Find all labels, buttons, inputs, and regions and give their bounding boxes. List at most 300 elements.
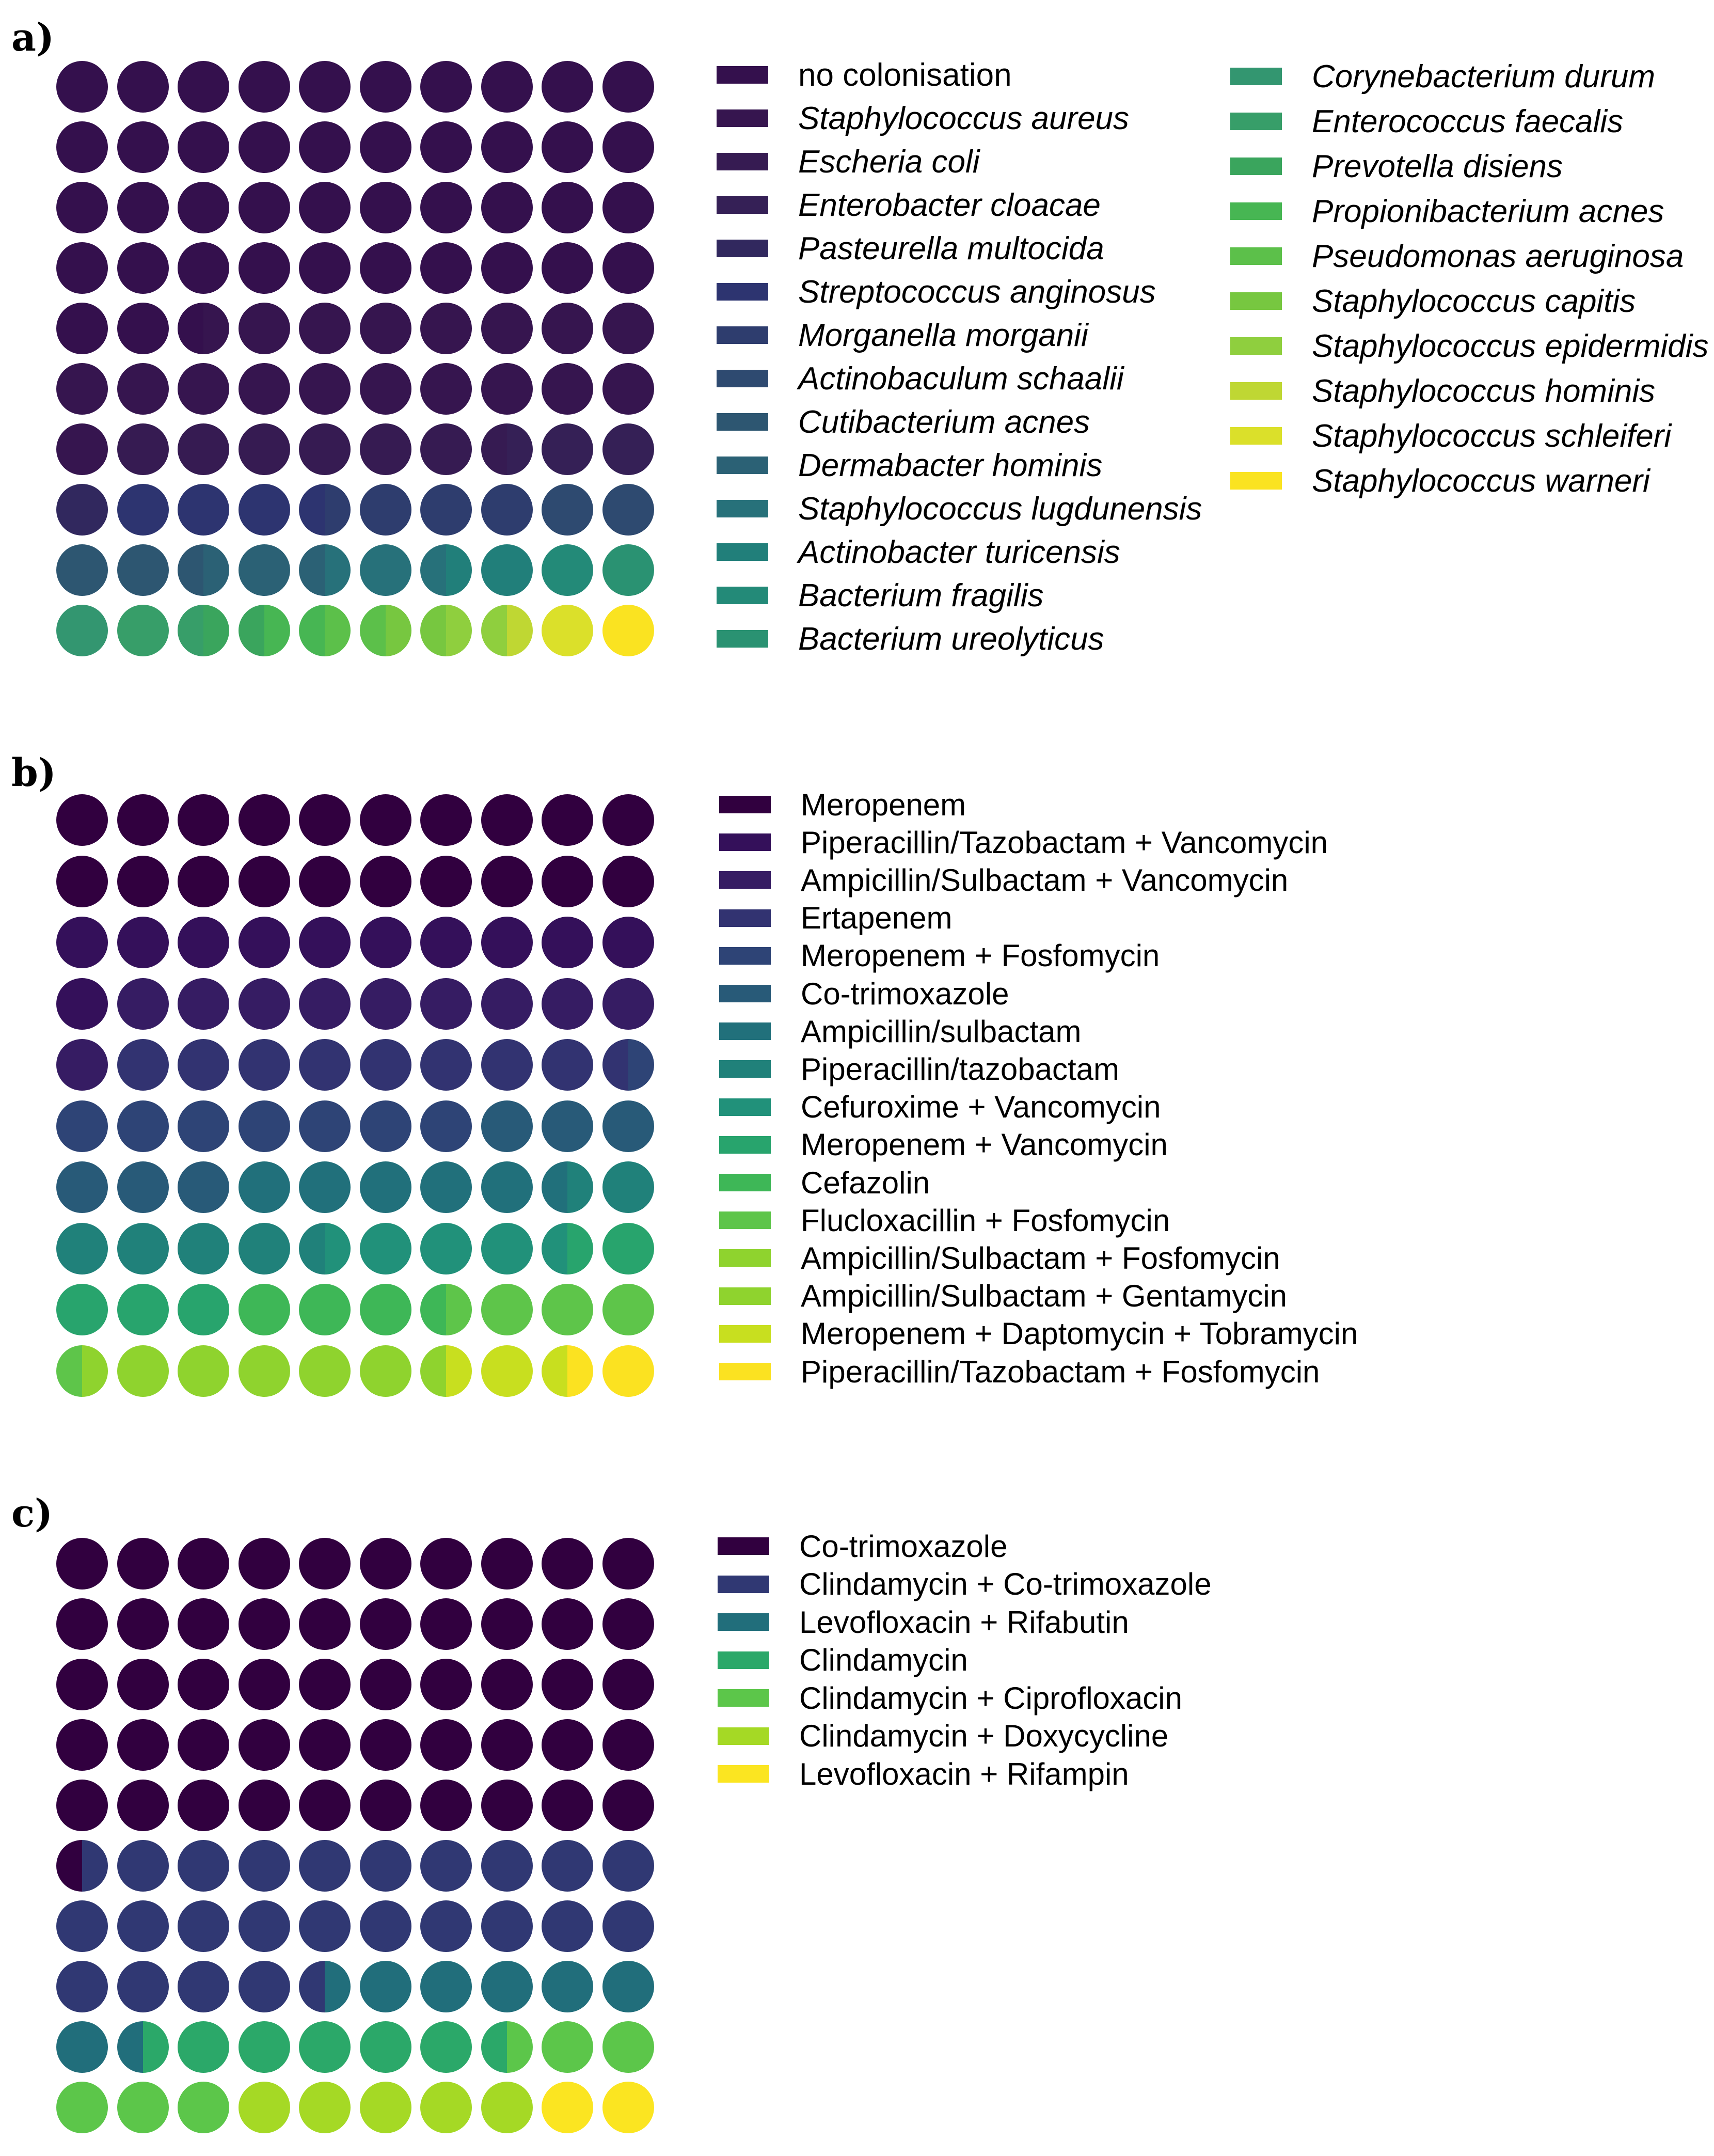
- waffle-cell-half: [542, 1161, 567, 1213]
- waffle-cell: [420, 1659, 472, 1710]
- legend-swatch: [719, 1174, 771, 1191]
- legend-label: Actinobaculum schaalii: [798, 360, 1124, 397]
- legend-swatch: [719, 1060, 771, 1078]
- waffle-cell: [602, 1223, 654, 1274]
- waffle-cell: [299, 2082, 351, 2133]
- waffle-cell: [602, 1538, 654, 1590]
- waffle-cell: [602, 1345, 654, 1397]
- legend-item: [1230, 239, 1684, 273]
- legend-item: [719, 1241, 1280, 1275]
- waffle-cell: [178, 917, 229, 968]
- waffle-cell: [117, 423, 169, 475]
- waffle-cell: [420, 605, 472, 656]
- legend-item: [717, 318, 1088, 352]
- legend-label: Staphylococcus hominis: [1312, 373, 1656, 409]
- waffle-cell: [481, 1900, 533, 1952]
- waffle-cell-half: [420, 605, 446, 656]
- waffle-cell-half: [299, 1961, 325, 2012]
- waffle-cell: [602, 1039, 654, 1091]
- legend-swatch: [1230, 337, 1282, 355]
- waffle-cell: [481, 1719, 533, 1771]
- waffle-cell: [420, 794, 472, 846]
- legend-label: Staphylococcus capitis: [1312, 283, 1636, 319]
- waffle-cell: [360, 1161, 411, 1213]
- waffle-cell: [299, 917, 351, 968]
- waffle-cell: [117, 917, 169, 968]
- waffle-cell: [481, 544, 533, 596]
- waffle-cell-half: [117, 2021, 143, 2073]
- waffle-cell: [178, 182, 229, 233]
- waffle-cell: [239, 1039, 290, 1091]
- waffle-cell: [239, 61, 290, 113]
- waffle-cell: [602, 917, 654, 968]
- legend-swatch: [1230, 292, 1282, 310]
- legend-item: [719, 1355, 1320, 1389]
- legend-label: Enterococcus faecalis: [1312, 103, 1624, 139]
- legend-item: [717, 535, 1120, 569]
- waffle-cell: [481, 978, 533, 1030]
- waffle-cell-half: [299, 544, 325, 596]
- waffle-cell: [56, 423, 108, 475]
- waffle-cell: [178, 2021, 229, 2073]
- waffle-cell: [542, 1039, 593, 1091]
- legend-item: [1230, 284, 1636, 318]
- waffle-cell: [481, 61, 533, 113]
- waffle-cell: [542, 856, 593, 907]
- waffle-cell: [117, 1961, 169, 2012]
- waffle-cell: [481, 1284, 533, 1335]
- waffle-cell: [360, 61, 411, 113]
- waffle-cell: [360, 794, 411, 846]
- waffle-cell: [542, 978, 593, 1030]
- waffle-cell: [299, 484, 351, 536]
- legend-swatch: [1230, 202, 1282, 220]
- legend-item: [717, 361, 1124, 396]
- legend-item: [718, 1605, 1129, 1639]
- legend-item: [1230, 419, 1671, 453]
- waffle-cell: [360, 2082, 411, 2133]
- legend-swatch: [718, 1537, 769, 1555]
- waffle-cell: [117, 484, 169, 536]
- legend-swatch: [718, 1765, 769, 1783]
- waffle-cell: [56, 1719, 108, 1771]
- waffle-cell: [178, 1100, 229, 1152]
- legend-item: [718, 1643, 968, 1677]
- waffle-cell: [56, 363, 108, 415]
- legend-swatch: [717, 283, 768, 301]
- panel-label-b: b): [11, 751, 56, 795]
- legend-item: [717, 448, 1102, 482]
- waffle-cell: [178, 2082, 229, 2133]
- legend-label: Staphylococcus lugdunensis: [798, 491, 1202, 527]
- waffle-cell: [178, 1659, 229, 1710]
- waffle-cell: [239, 1284, 290, 1335]
- waffle-cell: [360, 1719, 411, 1771]
- waffle-cell: [56, 1161, 108, 1213]
- waffle-cell-half: [507, 605, 533, 656]
- waffle-cell-half: [446, 1284, 472, 1335]
- waffle-cell: [542, 61, 593, 113]
- legend-item: [719, 788, 966, 822]
- waffle-cell: [602, 794, 654, 846]
- waffle-cell: [602, 605, 654, 656]
- legend-label: Meropenem + Fosfomycin: [801, 938, 1160, 973]
- waffle-cell: [56, 1780, 108, 1831]
- legend-item: [718, 1719, 1168, 1753]
- waffle-cell: [602, 1598, 654, 1650]
- panel-label-a: a): [11, 15, 54, 60]
- waffle-cell: [602, 182, 654, 233]
- waffle-cell: [56, 1659, 108, 1710]
- legend-item: [718, 1529, 1007, 1563]
- legend-item: [717, 578, 1043, 612]
- legend-label: Ampicillin/Sulbactam + Fosfomycin: [801, 1240, 1280, 1276]
- waffle-cell: [420, 544, 472, 596]
- legend-swatch: [717, 370, 768, 387]
- legend-label: Enterobacter cloacae: [798, 187, 1101, 223]
- waffle-cell: [542, 794, 593, 846]
- legend-swatch: [719, 1287, 771, 1305]
- waffle-cell-half: [446, 1345, 472, 1397]
- legend-swatch: [719, 1098, 771, 1116]
- waffle-cell: [360, 1100, 411, 1152]
- waffle-cell: [117, 1345, 169, 1397]
- waffle-cell-half: [420, 544, 446, 596]
- waffle-cell: [178, 978, 229, 1030]
- waffle-cell: [602, 121, 654, 173]
- waffle-cell: [542, 363, 593, 415]
- legend-label: Flucloxacillin + Fosfomycin: [801, 1203, 1170, 1238]
- waffle-cell: [360, 544, 411, 596]
- waffle-cell: [117, 1659, 169, 1710]
- waffle-cell: [420, 917, 472, 968]
- waffle-cell: [602, 2021, 654, 2073]
- waffle-cell: [602, 1100, 654, 1152]
- waffle-cell: [178, 856, 229, 907]
- waffle-cell: [299, 794, 351, 846]
- waffle-cell: [481, 856, 533, 907]
- waffle-cell-half: [325, 544, 351, 596]
- waffle-cell: [239, 605, 290, 656]
- waffle-cell-half: [507, 2021, 533, 2073]
- legend-label: Clindamycin + Doxycycline: [799, 1719, 1169, 1753]
- waffle-cell: [117, 856, 169, 907]
- waffle-cell: [239, 917, 290, 968]
- waffle-cell: [542, 1659, 593, 1710]
- waffle-cell: [360, 1659, 411, 1710]
- waffle-cell: [117, 1598, 169, 1650]
- waffle-cell: [299, 363, 351, 415]
- legend-swatch: [719, 909, 771, 927]
- waffle-cell-half: [264, 605, 290, 656]
- waffle-cell: [360, 1223, 411, 1274]
- waffle-cell: [542, 1900, 593, 1952]
- waffle-cell: [299, 61, 351, 113]
- legend-item: [1230, 464, 1650, 498]
- legend-item: [1230, 374, 1655, 408]
- waffle-cell: [239, 1100, 290, 1152]
- legend-item: [719, 1014, 1082, 1048]
- waffle-cell: [481, 1659, 533, 1710]
- waffle-cell: [239, 1161, 290, 1213]
- waffle-cell: [117, 1223, 169, 1274]
- waffle-cell: [299, 1161, 351, 1213]
- waffle-cell: [117, 1719, 169, 1771]
- waffle-cell: [542, 1345, 593, 1397]
- waffle-cell: [239, 1780, 290, 1831]
- waffle-cell: [420, 1900, 472, 1952]
- waffle-cell: [360, 978, 411, 1030]
- waffle-cell: [299, 1659, 351, 1710]
- waffle-cell: [420, 1161, 472, 1213]
- legend-item: [717, 58, 1012, 92]
- waffle-cell: [481, 303, 533, 354]
- waffle-cell: [56, 917, 108, 968]
- legend-item: [719, 1052, 1119, 1086]
- waffle-cell: [299, 242, 351, 294]
- waffle-cell: [299, 1223, 351, 1274]
- waffle-cell: [420, 2082, 472, 2133]
- waffle-cell: [178, 1719, 229, 1771]
- legend-label: Cefuroxime + Vancomycin: [801, 1090, 1161, 1125]
- waffle-cell: [178, 61, 229, 113]
- waffle-cell: [299, 544, 351, 596]
- legend-swatch: [1230, 382, 1282, 400]
- waffle-cell: [178, 1900, 229, 1952]
- waffle-cell: [299, 1719, 351, 1771]
- waffle-cell: [56, 484, 108, 536]
- waffle-cell: [239, 1961, 290, 2012]
- waffle-cell: [360, 1840, 411, 1892]
- waffle-cell: [602, 242, 654, 294]
- legend-swatch: [1230, 472, 1282, 490]
- waffle-cell: [56, 303, 108, 354]
- legend-swatch: [717, 109, 768, 127]
- waffle-cell: [299, 1780, 351, 1831]
- waffle-cell: [602, 1840, 654, 1892]
- legend-item: [719, 1279, 1287, 1313]
- waffle-cell: [542, 1840, 593, 1892]
- waffle-cell: [299, 978, 351, 1030]
- waffle-cell: [360, 363, 411, 415]
- legend-swatch: [719, 1211, 771, 1229]
- waffle-cell: [420, 242, 472, 294]
- waffle-cell-half: [325, 605, 351, 656]
- waffle-cell: [481, 917, 533, 968]
- legend-label: Co-trimoxazole: [801, 976, 1009, 1011]
- legend-item: [717, 405, 1090, 439]
- waffle-cell: [56, 242, 108, 294]
- legend-label: Clindamycin + Co-trimoxazole: [799, 1567, 1212, 1601]
- legend-label: Meropenem + Daptomycin + Tobramycin: [801, 1316, 1358, 1351]
- waffle-cell-half: [602, 1039, 628, 1091]
- waffle-cell: [239, 856, 290, 907]
- legend-label: Dermabacter hominis: [798, 447, 1103, 483]
- waffle-cell: [360, 121, 411, 173]
- waffle-cell-half: [481, 605, 507, 656]
- waffle-cell: [420, 363, 472, 415]
- waffle-cell: [542, 423, 593, 475]
- legend-label: Clindamycin: [799, 1643, 968, 1677]
- waffle-cell: [299, 303, 351, 354]
- waffle-cell-half: [481, 2021, 507, 2073]
- legend-label: Co-trimoxazole: [799, 1529, 1008, 1564]
- legend-item: [719, 1317, 1358, 1351]
- legend-label: Escheria coli: [798, 144, 980, 180]
- legend-swatch: [719, 833, 771, 851]
- waffle-cell: [360, 605, 411, 656]
- waffle-cell-half: [178, 605, 203, 656]
- waffle-cell: [420, 1223, 472, 1274]
- waffle-cell: [542, 303, 593, 354]
- legend-label: Ertapenem: [801, 901, 953, 936]
- waffle-cell: [117, 2082, 169, 2133]
- legend-swatch: [717, 457, 768, 474]
- waffle-cell: [360, 423, 411, 475]
- legend-label: Prevotella disiens: [1312, 148, 1563, 184]
- waffle-cell-half: [325, 1223, 351, 1274]
- legend-label: Staphylococcus epidermidis: [1312, 328, 1709, 364]
- legend-item: [719, 1166, 930, 1200]
- legend-swatch: [718, 1689, 769, 1707]
- waffle-cell: [420, 1039, 472, 1091]
- waffle-cell: [239, 1345, 290, 1397]
- legend-label: Streptococcus anginosus: [798, 274, 1156, 310]
- waffle-cell: [56, 856, 108, 907]
- waffle-cell: [360, 1538, 411, 1590]
- waffle-cell: [56, 1538, 108, 1590]
- legend-swatch: [717, 543, 768, 561]
- waffle-cell: [117, 605, 169, 656]
- waffle-cell: [360, 917, 411, 968]
- waffle-cell: [602, 423, 654, 475]
- legend-item: [1230, 59, 1655, 93]
- waffle-cell: [239, 484, 290, 536]
- waffle-cell: [481, 1538, 533, 1590]
- waffle-cell-half: [203, 605, 229, 656]
- waffle-cell: [56, 1840, 108, 1892]
- waffle-cell: [239, 794, 290, 846]
- waffle-cell-half: [203, 544, 229, 596]
- waffle-cell-half: [299, 605, 325, 656]
- legend-label: Ampicillin/Sulbactam + Gentamycin: [801, 1279, 1288, 1314]
- legend-item: [1230, 149, 1563, 183]
- waffle-cell: [481, 1598, 533, 1650]
- waffle-cell-half: [507, 423, 533, 475]
- legend-swatch: [1230, 247, 1282, 265]
- waffle-cell: [117, 544, 169, 596]
- legend-label: Piperacillin/Tazobactam + Fosfomycin: [801, 1354, 1320, 1389]
- waffle-cell: [239, 423, 290, 475]
- legend-swatch: [718, 1651, 769, 1669]
- waffle-cell-half: [360, 605, 386, 656]
- legend-label: Actinobacter turicensis: [798, 534, 1120, 570]
- waffle-cell-half: [56, 1345, 82, 1397]
- waffle-cell: [178, 1780, 229, 1831]
- waffle-cell: [602, 1961, 654, 2012]
- legend-item: [1230, 104, 1623, 138]
- legend-swatch: [1230, 113, 1282, 130]
- waffle-cell: [299, 1961, 351, 2012]
- legend-item: [1230, 329, 1709, 363]
- waffle-cell: [56, 1345, 108, 1397]
- waffle-cell: [542, 1223, 593, 1274]
- waffle-cell: [542, 1780, 593, 1831]
- waffle-cell-half: [178, 303, 203, 354]
- waffle-cell: [360, 1345, 411, 1397]
- waffle-cell: [481, 1345, 533, 1397]
- waffle-cell: [420, 61, 472, 113]
- waffle-cell: [420, 1840, 472, 1892]
- waffle-cell: [56, 121, 108, 173]
- legend-swatch: [719, 1249, 771, 1267]
- waffle-cell-half: [82, 1840, 108, 1892]
- legend-label: Pseudomonas aeruginosa: [1312, 238, 1684, 274]
- waffle-cell-half: [239, 605, 264, 656]
- legend-label: Bacterium ureolyticus: [798, 621, 1104, 657]
- waffle-cell: [542, 1719, 593, 1771]
- waffle-cell: [481, 182, 533, 233]
- legend-label: Meropenem + Vancomycin: [801, 1127, 1168, 1162]
- legend-item: [719, 863, 1288, 897]
- waffle-cell: [178, 242, 229, 294]
- legend-label: Cefazolin: [801, 1165, 930, 1200]
- waffle-cell-half: [299, 1223, 325, 1274]
- legend-item: [719, 1090, 1161, 1124]
- waffle-cell-half: [325, 1961, 351, 2012]
- waffle-cell-half: [481, 423, 507, 475]
- legend-swatch: [1230, 158, 1282, 175]
- waffle-cell: [178, 484, 229, 536]
- waffle-cell: [481, 2021, 533, 2073]
- waffle-cell: [299, 423, 351, 475]
- waffle-cell: [602, 1284, 654, 1335]
- waffle-cell: [602, 544, 654, 596]
- waffle-cell: [542, 1284, 593, 1335]
- legend-item: [719, 825, 1328, 859]
- waffle-cell: [420, 1961, 472, 2012]
- legend-item: [719, 1203, 1170, 1237]
- waffle-cell-half: [628, 1039, 654, 1091]
- waffle-cell: [178, 121, 229, 173]
- waffle-cell: [481, 363, 533, 415]
- waffle-cell: [117, 978, 169, 1030]
- waffle-cell: [542, 1598, 593, 1650]
- waffle-cell: [542, 1161, 593, 1213]
- waffle-cell: [481, 121, 533, 173]
- legend-label: Propionibacterium acnes: [1312, 193, 1664, 229]
- waffle-cell: [602, 1659, 654, 1710]
- waffle-cell: [56, 1961, 108, 2012]
- legend-swatch: [718, 1613, 769, 1631]
- legend-swatch: [717, 153, 768, 170]
- waffle-cell: [178, 544, 229, 596]
- waffle-cell: [239, 544, 290, 596]
- legend-item: [719, 901, 953, 935]
- waffle-cell-half: [542, 1223, 567, 1274]
- legend-label: Staphylococcus schleiferi: [1312, 418, 1672, 454]
- waffle-cell: [117, 1780, 169, 1831]
- waffle-cell: [178, 1538, 229, 1590]
- waffle-cell: [360, 1961, 411, 2012]
- legend-swatch: [719, 1325, 771, 1343]
- legend-label: Bacterium fragilis: [798, 577, 1044, 613]
- waffle-cell: [178, 1598, 229, 1650]
- legend-swatch: [717, 413, 768, 431]
- waffle-cell: [481, 423, 533, 475]
- waffle-cell: [239, 1598, 290, 1650]
- waffle-cell: [56, 61, 108, 113]
